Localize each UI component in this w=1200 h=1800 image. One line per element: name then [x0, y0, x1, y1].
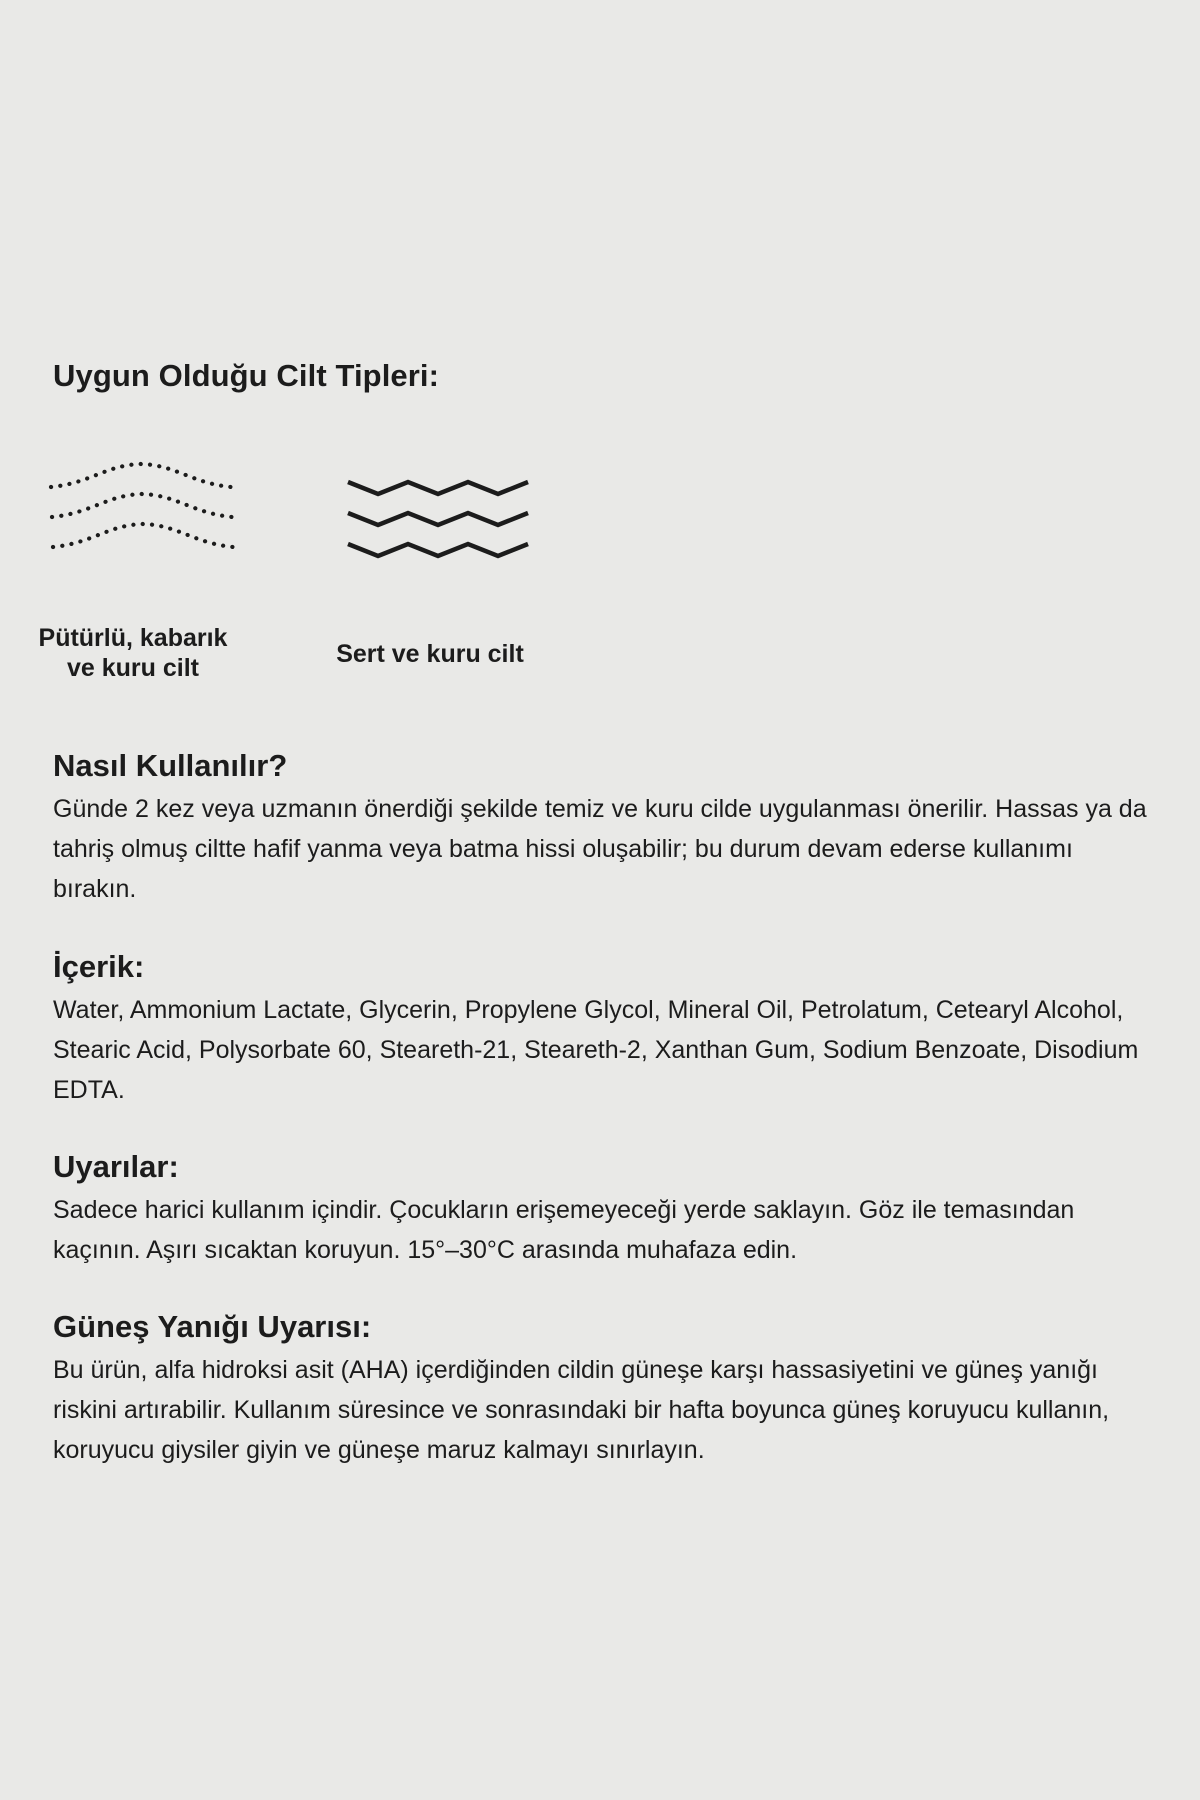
- how-to-use-title: Nasıl Kullanılır?: [53, 748, 288, 783]
- warnings-text: Sadece harici kullanım içindir. Çocukların erişemeyeceği yerde saklayın. Göz ile temasından kaçının. Aşırı sıcaktan koruyun. 15°–30°C arasında muhafaza edin.: [53, 1196, 1075, 1264]
- warnings-section: [53, 1148, 1153, 1270]
- zigzag-lines-icon: [343, 455, 533, 575]
- warnings-title: Uyarılar:: [53, 1149, 179, 1184]
- skin-type-rough-bumpy-dry: [8, 445, 258, 695]
- skin-types-title: Uygun Olduğu Cilt Tipleri:: [53, 358, 440, 393]
- sunburn-warning-section: [53, 1308, 1153, 1470]
- skin-type-label: Sert ve kuru cilt: [336, 640, 524, 668]
- skin-type-label: [8, 623, 258, 683]
- ingredients-title: İçerik:: [53, 949, 145, 984]
- skin-type-label-line2: ve kuru cilt: [67, 654, 199, 682]
- ingredients-text: Water, Ammonium Lactate, Glycerin, Propylene Glycol, Mineral Oil, Petrolatum, Cetearyl Alcohol, Stearic Acid, Polysorbate 60, Steareth-21, Steareth-2, Xanthan Gum, Sodium Benzoate, Disodium EDTA.: [53, 996, 1139, 1104]
- how-to-use-section: [53, 747, 1153, 909]
- dotted-waves-icon: [46, 455, 236, 575]
- skin-types-list: [38, 445, 653, 705]
- skin-type-hard-dry: [305, 445, 555, 695]
- ingredients-section: [53, 948, 1153, 1110]
- how-to-use-text: Günde 2 kez veya uzmanın önerdiği şekilde temiz ve kuru cilde uygulanması önerilir. Hassas ya da tahriş olmuş ciltte hafif yanma veya batma hissi oluşabilir; bu durum devam ederse kullanımı bırakın.: [53, 795, 1147, 903]
- sunburn-warning-title: Güneş Yanığı Uyarısı:: [53, 1309, 372, 1344]
- skin-type-label-line1: Pütürlü, kabarık: [38, 624, 228, 652]
- sunburn-warning-text: Bu ürün, alfa hidroksi asit (AHA) içerdiğinden cildin güneşe karşı hassasiyetini ve güneş yanığı riskini artırabilir. Kullanım süresince ve sonrasındaki bir hafta boyunca güneş koruyucu kullanın, koruyucu giysiler giyin ve güneşe maruz kalmayı sınırlayın.: [53, 1356, 1110, 1464]
